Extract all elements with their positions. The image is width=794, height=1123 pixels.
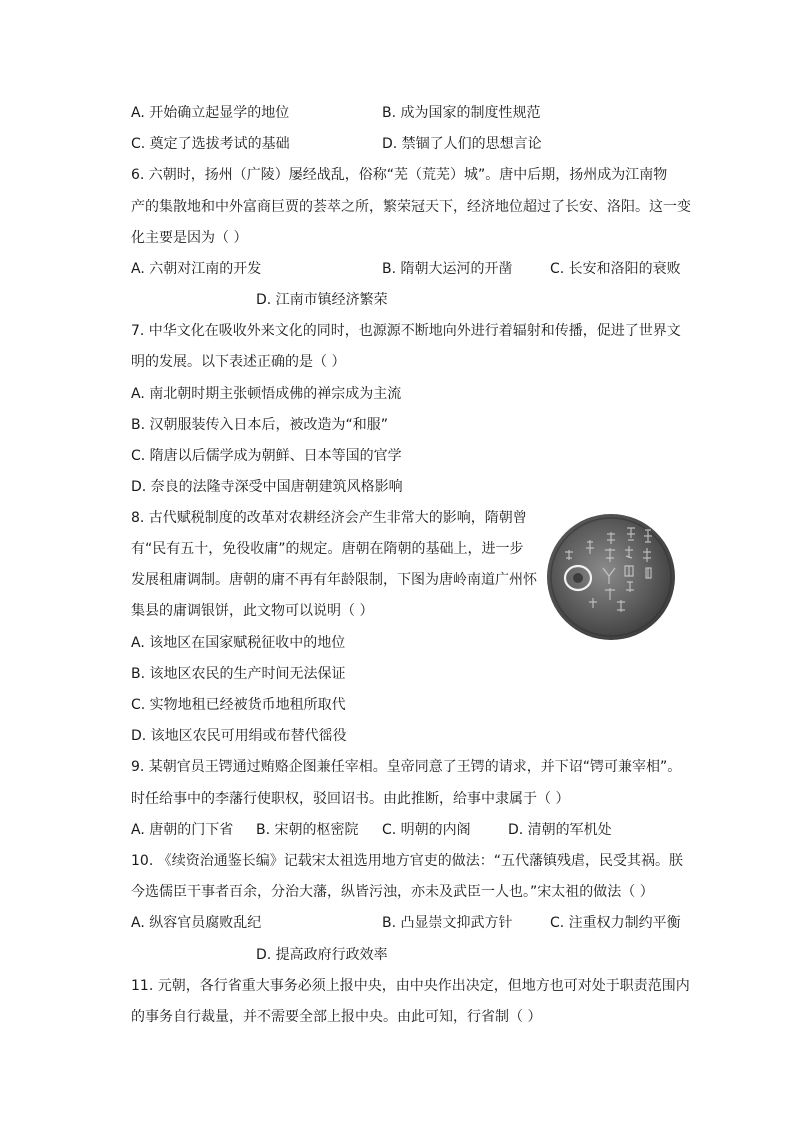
q10-option-c: C. 注重权力制约平衡 [550, 915, 681, 931]
q8-option-b: B. 该地区农民的生产时间无法保证 [131, 666, 346, 682]
q7-option-c: C. 隋唐以后儒学成为朝鲜、日本等国的官学 [131, 448, 402, 464]
q8-option-a: A. 该地区在国家赋税征收中的地位 [131, 635, 346, 651]
q11-stem-line-2: 的事务自行裁量，并不需要全部上报中央。由此可知，行省制（ ） [131, 1009, 542, 1025]
q6-stem-line-1: 6. 六朝时，扬州（广陵）屡经战乱，俗称“芜（荒芜）城”。唐中后期，扬州成为江南物 [131, 167, 668, 183]
q10-option-d: D. 提高政府行政效率 [256, 947, 388, 963]
q9-option-b: B. 宋朝的枢密院 [256, 822, 359, 838]
q11-stem-line-1: 11. 元朝，各行省重大事务必须上报中央，由中央作出决定，但地方也可对处于职责范围内 [131, 978, 690, 994]
q10-option-b: B. 凸显崇文抑武方针 [382, 915, 513, 931]
q8-stem-line-1: 8. 古代赋税制度的改革对农耕经济会产生非常大的影响，隋朝曾 [131, 510, 527, 526]
q7-stem-line-1: 7. 中华文化在吸收外来文化的同时，也源源不断地向外进行着辐射和传播，促进了世界文 [131, 323, 681, 339]
q9-stem-line-1: 9. 某朝官员王锷通过贿赂企图兼任宰相。皇帝同意了王锷的请求，并下诏“锷可兼宰相”。 [131, 759, 682, 775]
q8-option-d: D. 该地区农民可用绢或布替代徭役 [131, 728, 347, 744]
q7-option-b: B. 汉朝服装传入日本后，被改造为“和服” [131, 417, 389, 433]
q10-stem-line-1: 10. 《续资治通鉴长编》记载宋太祖选用地方官吏的做法：“五代藩镇残虐，民受其祸。朕 [131, 853, 683, 869]
q10-stem-line-2: 今选儒臣干事者百余，分治大藩，纵皆污浊，亦未及武臣一人也。”宋太祖的做法（ ） [131, 884, 654, 900]
q5-option-c: C. 奠定了选拔考试的基础 [131, 136, 290, 152]
q6-option-a: A. 六朝对江南的开发 [131, 261, 262, 277]
q9-option-c: C. 明朝的内阁 [382, 822, 471, 838]
q9-option-d: D. 清朝的军机处 [508, 822, 612, 838]
q8-stem-line-4: 集县的庸调银饼，此文物可以说明（ ） [131, 603, 374, 619]
q8-stem-line-2: 有“民有五十，免役收庸”的规定。唐朝在隋朝的基础上，进一步 [131, 541, 524, 557]
q5-option-d: D. 禁锢了人们的思想言论 [382, 136, 542, 152]
q8-stem-line-3: 发展租庸调制。唐朝的庸不再有年龄限制，下图为唐岭南道广州怀 [131, 572, 537, 588]
q6-stem-line-3: 化主要是因为（ ） [131, 230, 248, 246]
q6-option-c: C. 长安和洛阳的衰败 [550, 261, 681, 277]
q9-option-a: A. 唐朝的门下省 [131, 822, 234, 838]
q7-stem-line-2: 明的发展。以下表述正确的是（ ） [131, 354, 346, 370]
q5-option-b: B. 成为国家的制度性规范 [382, 105, 541, 121]
q7-option-a: A. 南北朝时期主张顿悟成佛的禅宗成为主流 [131, 386, 402, 402]
q6-option-d: D. 江南市镇经济繁荣 [256, 292, 388, 308]
q9-stem-line-2: 时任给事中的李藩行使职权，驳回诏书。由此推断，给事中隶属于（ ） [131, 791, 570, 807]
q6-stem-line-2: 产的集散地和中外富商巨贾的荟萃之所，繁荣冠天下，经济地位超过了长安、洛阳。这一变 [131, 199, 691, 215]
q7-option-d: D. 奈良的法隆寺深受中国唐朝建筑风格影响 [131, 479, 403, 495]
q5-option-a: A. 开始确立起显学的地位 [131, 105, 290, 121]
silver-cake-inscription-image [545, 512, 677, 642]
q10-option-a: A. 纵容官员腐败乱纪 [131, 915, 262, 931]
q6-option-b: B. 隋朝大运河的开凿 [382, 261, 513, 277]
q8-option-c: C. 实物地租已经被货币地租所取代 [131, 697, 346, 713]
